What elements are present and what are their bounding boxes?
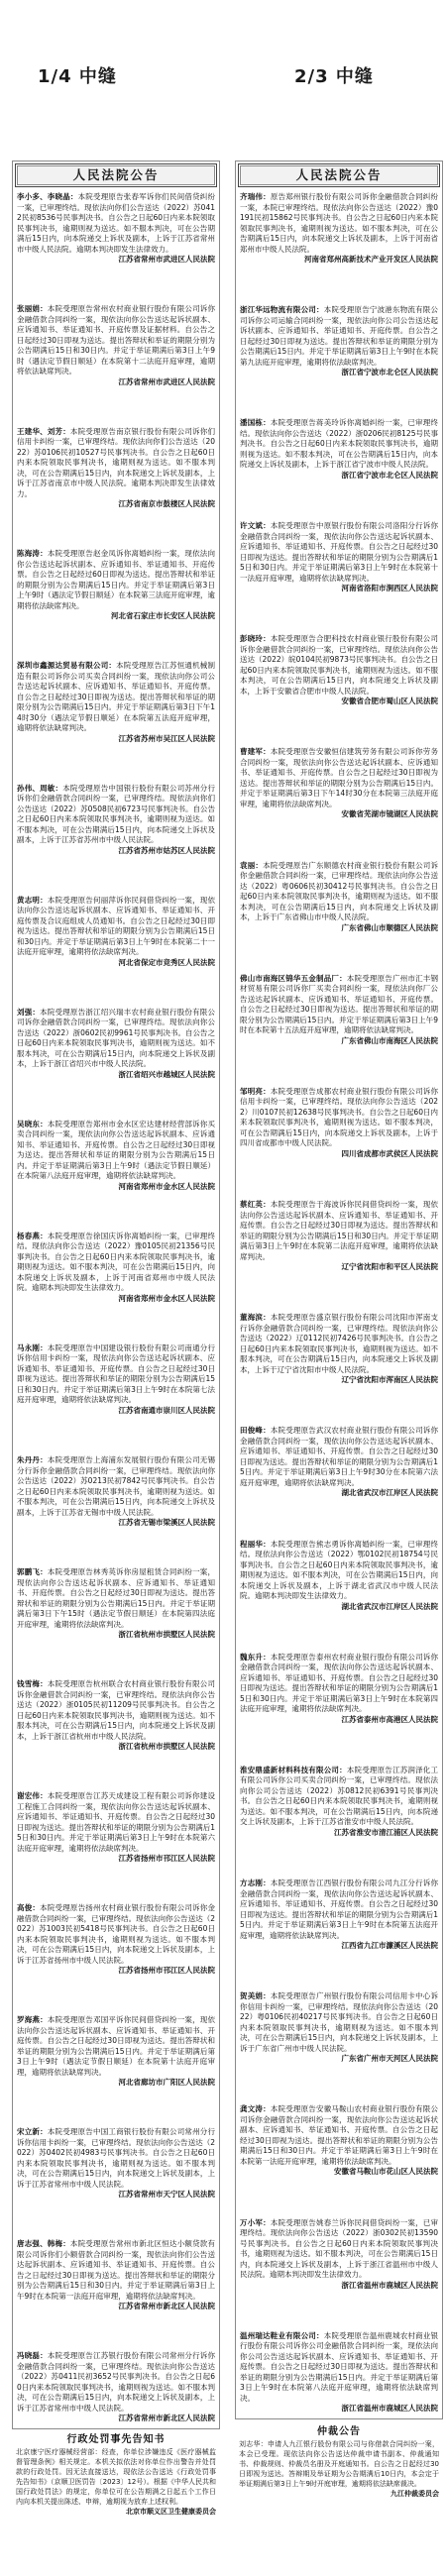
notice-text: 本院受理原告南京银行股份有限公司诉你们信用卡纠纷一案，已审理终结。现依法向你们公告送达（2022）苏0106民初10527号民事判决书。自公告之日起60日内来本院领取民事判决书，逾期则视为送达。如不服本判决，可在公告期满后15日内，向本院递交上诉状及副本，上诉于江苏省南京市中级人民法院。逾期本判决即发生法律效力。 xyxy=(17,426,216,498)
notice-party: 温州瑞达鞋业有限公司： xyxy=(240,2330,324,2340)
notice-party: 曹建军： xyxy=(240,747,271,757)
notice xyxy=(17,549,215,622)
left-column-title: 人民法院公告 xyxy=(15,163,217,187)
notice-body xyxy=(240,1200,438,1262)
notice-party: 许文斌： xyxy=(240,521,271,531)
notice-body xyxy=(240,1878,438,1941)
notice xyxy=(240,634,438,707)
notice-body xyxy=(240,974,438,1036)
notice-party: 唐志强、韩梅： xyxy=(17,2239,70,2249)
left-notice-list xyxy=(13,189,219,2428)
notice-text: 本院受理原告中国银行股份有限公司苏州分行诉你们金融借款合同纠纷一案，已审理终结。现依法向你们公告送达（2022）苏0508民初6723号民事判决书。自公告之日起60日内来本院领取民事判决书，逾期则视为送达。如不服本判决，可在公告期满后15日内，向本院递交上诉状及副本，上诉于江苏省苏州市中级人民法院。 xyxy=(17,783,216,845)
notice-party: 贺美娟： xyxy=(240,1991,271,2001)
notice xyxy=(17,304,215,387)
penalty-notice-text: 北京康宁医疗器械经营部：经查，你单位涉嫌违反《医疗器械监督管理条例》相关规定。本机关拟依法对你单位作出警告并处罚款的行政处罚。因无法直接送达，现依法公告送达《行政处罚事先告知书》（京顺卫医罚告〔2023〕12号）。根据《中华人民共和国行政处罚法》的规定，你单位可在公告期满之日起五个工作日内向本机关提出陈述、申辩，逾期视为放弃上述权利。 xyxy=(16,2448,216,2506)
notice-text: 本院受理原告熊志勇诉你离婚纠纷一案，已审理终结。现依法向你公告送达（2022）鄂0102民初18754号民事判决书。自公告之日起60日内来本院领取民事判决书，逾期则视为送达。如不服本判决，可在公告期满后15日内，向本院递交上诉状及副本，上诉于湖北省武汉市中级人民法院。逾期本判决即发生法律效力。 xyxy=(240,1539,439,1601)
notice-body xyxy=(240,1653,438,1715)
notice-text: 本院受理原告温州鹿城农村商业银行股份有限公司诉你公司金融借款合同纠纷一案，现依法向你公司公告送达起诉状副本、应诉通知书、举证通知书、开庭传票。自公告之日起经过30日即视为送达。提出答辩状和举证的期限分别为公告期满后15日内。并定于举证期满后第3日上午9时在本院第八法庭开庭审理，逾期将依法缺席判决。 xyxy=(240,2330,439,2403)
notice-court: 浙江省温州市鹿城区人民法院 xyxy=(341,2404,438,2414)
notice-court: 江苏省扬州市邗江区人民法院 xyxy=(118,1854,215,1864)
notice-court: 广东省广州市天河区人民法院 xyxy=(341,2054,438,2064)
notice-text: 本院受理原告浙江绍兴瑞丰农村商业银行股份有限公司诉你金融借款合同纠纷一案，已审理终结。现依法向你公告送达（2022）浙0602民初9961号民事判决书。自公告之日起60日内来本院领取民事判决书，逾期则视为送达。如不服本判决，可在公告期满后15日内，向本院递交上诉状及副本，上诉于浙江省绍兴市中级人民法院。 xyxy=(17,1007,216,1069)
notice-court: 河北省保定市竞秀区人民法院 xyxy=(118,957,215,967)
notice xyxy=(17,896,215,969)
notice-body xyxy=(240,1766,438,1828)
notice-text: 本院受理原告江苏恒通机械制造有限公司诉你公司买卖合同纠纷一案，现依法向你公司公告送达起诉状副本、应诉通知书、举证通知书、开庭传票。自公告之日起经过30日即视为送达。提出答辩状和举证的期限分别为公告期满后15日内。并定于举证期满后第3日下午14时30分（遇法定节假日顺延）在本院第五法庭开庭审理，逾期将依法缺席判决。 xyxy=(17,661,216,733)
notice-party: 程丽华： xyxy=(240,1539,271,1549)
notice-text: 本院受理原告成都农村商业银行股份有限公司诉你信用卡纠纷一案，已审理终结。现依法向你公告送达（2022）川0107民初12638号民事判决书。自公告之日起60日内来本院领取民事判决书，逾期则视为送达。如不服本判决，可在公告期满后15日内，向本院递交上诉状及副本，上诉于四川省成都市中级人民法院。 xyxy=(240,1086,439,1148)
notice-text: 本院受理原告武汉农村商业银行股份有限公司诉你金融借款合同纠纷一案，现依法向你公告送达起诉状副本、应诉通知书、举证通知书、开庭传票。自公告之日起经过30日即视为送达。提出答辩状和举证的期限分别为公告期满后15日内。并定于举证期满后第3日上午9时30分在本院第六法庭开庭审理，逾期将依法缺席判决。 xyxy=(240,1426,439,1487)
notice-court: 辽宁省沈阳市和平区人民法院 xyxy=(341,1262,438,1272)
notice-party: 刘强： xyxy=(17,1007,41,1017)
notice xyxy=(17,1120,215,1193)
notice-party: 杨春燕： xyxy=(17,1231,48,1240)
notice-body xyxy=(17,1008,215,1070)
notice-court: 安徽省马鞍山市花山区人民法院 xyxy=(334,2167,438,2177)
notice-body xyxy=(17,2351,215,2414)
notice-body xyxy=(17,1232,215,1294)
notice-party: 魏东升： xyxy=(240,1652,271,1662)
notice xyxy=(17,1679,215,1753)
notice-body xyxy=(240,1426,438,1488)
notice-text: 本院受理原告上海浦东发展银行股份有限公司无锡分行诉你金融借款合同纠纷一案，已审理终结。现依法向你公告送达（2022）苏0213民初7842号民事判决书。自公告之日起60日内来本院领取民事判决书，逾期则视为送达。如不服本判决，可在公告期满后15日内，向本院递交上诉状及副本，上诉于江苏省无锡市中级人民法院。 xyxy=(17,1455,216,1517)
notice-body xyxy=(17,2015,215,2078)
notice-court: 湖北省武汉市江岸区人民法院 xyxy=(341,1488,438,1498)
notice-court: 浙江省宁波市北仑区人民法院 xyxy=(341,470,438,480)
notice-court: 河南省洛阳市涧西区人民法院 xyxy=(341,584,438,593)
notice-text: 本院受理原告姚春兰诉你民间借贷纠纷一案，已审理终结。现依法向你公告送达（2022）浙0302民初13590号民事判决书。自公告之日起60日内来本院领取民事判决书，逾期则视为送达。如不服本判决，可在公告期满后15日内，向本院递交上诉状及副本，上诉于浙江省温州市中级人民法院。逾期本判决即发生法律效力。 xyxy=(240,2217,439,2280)
notice-court: 江苏省扬州市邗江区人民法院 xyxy=(118,1966,215,1976)
notice-party: 罗海燕： xyxy=(17,2015,48,2025)
notice-court: 安徽省芜湖市镜湖区人民法院 xyxy=(341,809,438,819)
notice-body xyxy=(17,304,215,377)
notice-body xyxy=(17,1455,215,1518)
notice-body xyxy=(17,1903,215,1966)
notice xyxy=(240,1766,438,1839)
notice-party: 蔡红英： xyxy=(240,1200,271,1210)
notice-text: 本院受理原告扬州农村商业银行股份有限公司诉你金融借款合同纠纷一案，已审理终结。现依法向你公告送达（2022）苏1003民初5418号民事判决书。自公告之日起60日内来本院领取民事判决书，逾期则视为送达。如不服本判决，可在公告期满后15日内，向本院递交上诉状及副本，上诉于江苏省扬州市中级人民法院。 xyxy=(17,1903,216,1965)
notice-party: 朱丹丹： xyxy=(17,1455,48,1465)
notice-party: 浙江华远物流有限公司： xyxy=(240,305,324,315)
notice-court: 河北省廊坊市广阳区人民法院 xyxy=(118,2078,215,2088)
notice-court: 江西省九江市濂溪区人民法院 xyxy=(341,1941,438,1951)
notice-body xyxy=(240,634,438,697)
notice xyxy=(17,1903,215,1977)
notice-court: 江苏省常州市天宁区人民法院 xyxy=(118,2190,215,2200)
notice-court: 河南省郑州高新技术产业开发区人民法院 xyxy=(304,255,438,264)
notice-text: 本院受理原告张春军诉你们民间借贷纠纷一案，已审理终结。现依法向你们公告送达（2022）苏0412民初8536号民事判决书。自公告之日起60日内来本院领取民事判决书，逾期则视为送达。如不服本判决，可在公告期满后15日内，向本院递交上诉状及副本，上诉于江苏省常州市中级人民法院。逾期本判决即发生法律效力。 xyxy=(17,192,216,254)
notice-party: 龚文涛： xyxy=(240,2104,271,2114)
notice xyxy=(17,2127,215,2200)
notice-body xyxy=(240,2331,438,2405)
notice-court: 江苏省南通市崇川区人民法院 xyxy=(118,1405,215,1415)
notice-court: 河南省郑州市金水区人民法院 xyxy=(118,1293,215,1303)
notice-text: 本院受理原告江西银行股份有限公司九江分行诉你金融借款合同纠纷一案，现依法向你公告送达起诉状副本、应诉通知书、举证通知书、开庭传票。自公告之日起经过30日即视为送达。提出答辩状和举证的期限分别为公告期满后15日内。并定于举证期满后第3日上午9时在本院第五法庭开庭审理，逾期将依法缺席判决。 xyxy=(240,1878,439,1940)
notice xyxy=(240,1426,438,1499)
notice-party: 张丽娟： xyxy=(17,304,48,314)
notice-text: 本院受理原告蒋美玲诉你离婚纠纷一案，已审理终结。现依法向你公告送达（2022）浙0206民初8125号民事判决书。自公告之日起60日内来本院领取民事判决书，逾期则视为送达。如不服本判决，可在公告期满后15日内，向本院递交上诉状及副本，上诉于浙江省宁波市中级人民法院。 xyxy=(240,418,439,470)
notice-court: 江苏省泰州市高港区人民法院 xyxy=(341,1714,438,1724)
notice-party: 马永刚： xyxy=(17,1342,48,1352)
notice-text: 本院受理原告江苏天成建设工程有限公司诉你建设工程施工合同纠纷一案，现依法向你公告送达起诉状副本、应诉通知书、举证通知书、开庭传票。自公告之日起经过30日即视为送达。提出答辩状和举证的期限分别为公告期满后15日和30日内。并定于举证期满后第3日上午9时在本院第六法庭开庭审理，逾期将依法缺席判决。 xyxy=(17,1791,216,1853)
notice-text: 本院受理原告广州市汇丰钢材贸易有限公司诉你厂买卖合同纠纷一案，现依法向你厂公告送达起诉状副本、应诉通知书、举证通知书、开庭传票。自公告之日起经过30日即视为送达。提出答辩状和举证的期限分别为公告期满后15日内。并定于举证期满后第3日上午9时在本院第十五法庭开庭审理，逾期将依法缺席判决。 xyxy=(240,973,439,1035)
notice-text: 本院受理原告于海波诉你民间借贷纠纷一案，现依法向你公告送达起诉状副本、应诉通知书、举证通知书、开庭传票。自公告之日起经过30日即视为送达。提出答辩状和举证的期限分别为公告期满后15日和30日内。并定于举证期满后第3日上午9时在本院第二法庭开庭审理，逾期将依法缺席判决。 xyxy=(240,1200,439,1261)
notice-court: 辽宁省沈阳市浑南区人民法院 xyxy=(341,1375,438,1385)
notice-body xyxy=(240,2104,438,2167)
notice xyxy=(240,1200,438,1273)
notice-party: 董海滨： xyxy=(240,1313,271,1323)
notice-party: 彭晓玲： xyxy=(240,634,271,644)
notice-body xyxy=(240,2218,438,2281)
notice-body xyxy=(240,1991,438,2054)
notice xyxy=(240,1653,438,1726)
notice xyxy=(17,1008,215,1081)
notice xyxy=(240,192,438,266)
notice-party: 佛山市南海区锦华五金制品厂： xyxy=(240,973,347,983)
notice-body xyxy=(17,2127,215,2190)
notice xyxy=(240,1878,438,1952)
right-column-title: 人民法院公告 xyxy=(238,163,440,187)
notice-text: 本院受理原告安徽马鞍山农村商业银行股份有限公司诉你金融借款合同纠纷一案，现依法向你公告送达起诉状副本、应诉通知书、举证通知书、开庭传票。自公告之日起经过30日即视为送达。提出答辩状和举证的期限分别为公告期满后15日和30日内。并定于举证期满后第3日上午9时在本院第一法庭开庭审理，逾期将依法缺席判决。 xyxy=(240,2104,439,2166)
notice xyxy=(240,1313,438,1386)
notice xyxy=(17,427,215,510)
notice-text: 本院受理原告安徽恒信建筑劳务有限公司诉你劳务合同纠纷一案，现依法向你公告送达起诉状副本、应诉通知书、举证通知书、开庭传票。自公告之日起经过30日即视为送达。提出答辩状和举证的期限分别为公告期满后15日内。并定于举证期满后第3日下午14时30分在本院第三法庭开庭审理，逾期将依法缺席判决。 xyxy=(240,747,439,808)
notice xyxy=(240,861,438,934)
notice-text: 本院受理原告常州市新北区恒达小额贷款有限公司诉你们小额借款合同纠纷一案，现依法向你们公告送达起诉状副本、应诉通知书、举证通知书、开庭传票。自公告之日起经过30日即视为送达。提出答辩状和举证的期限分别为公告期满后15日和30日内。并定于举证期满后第3日上午9时在本院第一法庭开庭审理，逾期将依法缺席判决。 xyxy=(17,2239,216,2301)
notice xyxy=(17,2239,215,2312)
notice-court: 浙江省杭州市拱墅区人民法院 xyxy=(118,1630,215,1640)
notice-court: 浙江省绍兴市越城区人民法院 xyxy=(118,1069,215,1079)
notice xyxy=(17,1343,215,1417)
notice xyxy=(17,1791,215,1865)
notice-body xyxy=(17,784,215,846)
notice xyxy=(240,1540,438,1613)
notice-text: 本院受理原告宁波港东物流有限公司诉你公司运输合同纠纷一案，现依法向你公司公告送达起诉状副本、应诉通知书、举证通知书、开庭传票。自公告之日起经过30日即视为送达。提出答辩状和举证的期限分别为公告期满后15日内。并定于举证期满后第3日上午9时在本院第九法庭开庭审理，逾期将依法缺席判决。 xyxy=(240,305,439,367)
notice-party: 冯晓磊： xyxy=(17,2351,48,2361)
notice-court: 江苏省常州市武进区人民法院 xyxy=(118,376,215,386)
notice-party: 田俊峰： xyxy=(240,1426,271,1436)
notice-court: 浙江省宁波市北仑区人民法院 xyxy=(341,368,438,377)
notice-body xyxy=(240,1087,438,1149)
notice-court: 浙江省杭州市拱墅区人民法院 xyxy=(118,1742,215,1752)
notice-party: 深圳市鑫源达贸易有限公司： xyxy=(17,661,117,671)
notice-text: 原告郑州银行股份有限公司诉你金融借款合同纠纷一案，本院已审理终结。现依法向你公告送达（2022）豫0191民初15862号民事判决书。自公告之日起60日内来本院领取民事判决书，逾期则视为送达。如不服本判决，可在公告期满后15日内，向本院递交上诉状及副本，上诉于河南省郑州市中级人民法院。 xyxy=(240,192,439,254)
notice-court: 江苏省常州市武进区人民法院 xyxy=(118,255,215,264)
notice-court: 江苏省常州市新北区人民法院 xyxy=(118,2414,215,2423)
arbitration-notice-title: 仲裁公告 xyxy=(317,2426,361,2437)
notice-text: 本院受理原告郑州市金水区宏达建材经营部诉你买卖合同纠纷一案，现依法向你公告送达起诉状副本、应诉通知书、举证通知书、开庭传票。自公告之日起经过30日即视为送达。提出答辩状和举证的期限分别为公告期满后15日内。并定于举证期满后第3日上午9时（遇法定节假日顺延）在本院第八法庭开庭审理，逾期将依法缺席判决。 xyxy=(17,1119,216,1181)
notice xyxy=(17,2015,215,2089)
arbitration-notice xyxy=(235,2425,443,2522)
notice-body xyxy=(17,2239,215,2302)
notice-text: 本院受理原告泰州农村商业银行股份有限公司诉你金融借款合同纠纷一案，现依法向你公告送达起诉状副本、应诉通知书、举证通知书、开庭传票。自公告之日起经过30日即视为送达。提出答辩状和举证的期限分别为公告期满后15日和30日内。并定于举证期满后第3日上午9时在本院第四法庭开庭审理，逾期将依法缺席判决。 xyxy=(240,1652,439,1714)
notice-body xyxy=(240,1540,438,1602)
notice-body xyxy=(240,521,438,584)
notice-party: 黄志明： xyxy=(17,895,48,905)
notice-body xyxy=(240,861,438,923)
notice-court: 江苏省无锡市梁溪区人民法院 xyxy=(118,1518,215,1528)
notice-text: 本院受理原告广州银行股份有限公司信用卡中心诉你信用卡纠纷一案，已审理终结。现依法向你公告送达（2022）粤0106民初40217号民事判决书。自公告之日起60日内来本院领取民事判决书，逾期则视为送达。如不服本判决，可在公告期满后15日内，向本院递交上诉状及副本，上诉于广东省广州市中级人民法院。 xyxy=(240,1991,439,2053)
notice-text: 本院受理原告江苏银行股份有限公司常州分行诉你金融借款合同纠纷一案，已审理终结。现依法向你公告送达（2022）苏0411民初3652号民事判决书。自公告之日起60日内来本院领取民事判决书，逾期则视为送达。如不服本判决，可在公告期满后15日内，向本院递交上诉状及副本，上诉于江苏省常州市中级人民法院。 xyxy=(17,2351,216,2413)
notice-body xyxy=(17,1679,215,1742)
notice-body xyxy=(240,418,438,471)
notice xyxy=(17,1232,215,1305)
notice-court: 四川省成都市武侯区人民法院 xyxy=(341,1148,438,1158)
arbitration-notice-signature: 九江仲裁委员会 xyxy=(390,2490,439,2498)
notice xyxy=(17,2351,215,2424)
notice-text: 本院受理原告常州农村商业银行股份有限公司诉你金融借款合同纠纷一案，现依法向你公告送达起诉状副本、应诉通知书、举证通知书、开庭传票及证据材料。自公告之日起经过30日即视为送达。提出答辩状和举证的期限分别为公告期满后15日和30日内。并定于举证期满后第3日上午9时（遇法定节假日顺延）在本院第十二法庭开庭审理，逾期将依法缺席判决。 xyxy=(17,304,216,376)
notice-text: 本院受理原告中原银行股份有限公司洛阳分行诉你金融借款合同纠纷一案，现依法向你公告送达起诉状副本、应诉通知书、举证通知书、开庭传票。自公告之日起经过30日即视为送达。提出答辩状和举证的期限分别为公告期满后15日和30日内。并定于举证期满后第3日上午9时在本院第十一法庭开庭审理，逾期将依法缺席判决。 xyxy=(240,521,439,583)
notice-court: 江苏省常州市新北区人民法院 xyxy=(118,2302,215,2311)
notice-court: 广东省佛山市顺德区人民法院 xyxy=(341,922,438,932)
notice-text: 本院受理原告广东顺德农村商业银行股份有限公司诉你金融借款合同纠纷一案，已审理终结。现依法向你公告送达（2022）粤0606民初30412号民事判决书。自公告之日起60日内来本院领取民事判决书，逾期则视为送达。如不服本判决，可在公告期满后15日内，向本院递交上诉状及副本，上诉于广东省佛山市中级人民法院。 xyxy=(240,860,439,922)
notice-text: 本院受理原告合肥科技农村商业银行股份有限公司诉你金融借款合同纠纷一案，已审理终结。现依法向你公告送达（2022）皖0104民初9873号民事判决书。自公告之日起60日内来本院领取民事判决书，逾期则视为送达。如不服本判决，可在公告期满后15日内，向本院递交上诉状及副本，上诉于安徽省合肥市中级人民法院。 xyxy=(240,634,439,696)
administrative-penalty-notice xyxy=(12,2433,220,2572)
notice xyxy=(240,2104,438,2178)
notice-court: 河南省郑州市金水区人民法院 xyxy=(118,1181,215,1191)
notice xyxy=(240,418,438,481)
notice-party: 方志刚： xyxy=(240,1878,271,1888)
notice-party: 吴晓东： xyxy=(17,1119,48,1128)
notice-body xyxy=(17,1120,215,1182)
notice xyxy=(240,1991,438,2065)
notice-party: 李小多、李晓晶： xyxy=(17,192,78,201)
notice-court: 江苏省南京市鼓楼区人民法院 xyxy=(118,499,215,509)
notice-body xyxy=(17,661,215,734)
notice-party: 谢宏伟： xyxy=(17,1791,48,1801)
notice-text: 本院受理原告盛京银行股份有限公司沈阳市浑南支行诉你金融借款合同纠纷一案，已审理终结。现依法向你公告送达（2022）辽0112民初7426号民事判决书。自公告之日起60日内来本院领取民事判决书，逾期则视为送达。如不服本判决，可在公告期满后15日内，向本院递交上诉状及副本，上诉于辽宁省沈阳市中级人民法院。 xyxy=(240,1313,439,1374)
arbitration-notice-text: 刘志华：申请人九江银行股份有限公司与你借款合同纠纷一案，本会已受理。现依法向你公告送达仲裁申请书副本、仲裁通知书、仲裁规则、仲裁员名册及开庭通知书。自公告之日起经过30日即视为送达。答辩期及举证期为公告期满后10日内，本会定于举证期满后第3日上午9时开庭审理，逾期将依法缺席裁决。 xyxy=(239,2440,439,2488)
notice-court: 江苏省淮安市清江浦区人民法院 xyxy=(334,1827,438,1837)
notice-text: 本院受理原告江苏润泽化工有限公司诉你公司买卖合同纠纷一案，已审理终结。现依法向你公司公告送达（2022）苏0812民初6391号民事判决书。自公告之日起60日内来本院领取民事判决书，逾期则视为送达。如不服本判决，可在公告期满后15日内，向本院递交上诉状及副本，上诉于江苏省淮安市中级人民法院。 xyxy=(240,1765,439,1827)
notice-body xyxy=(17,1791,215,1854)
notice-party: 淮安鼎盛新材料科技有限公司： xyxy=(240,1765,347,1774)
notice-party: 邹明亮： xyxy=(240,1086,271,1096)
notice-body xyxy=(17,549,215,611)
notice-body xyxy=(17,1567,215,1630)
penalty-notice-title: 行政处罚事先告知书 xyxy=(66,2434,166,2445)
notice-body xyxy=(17,427,215,500)
notice-court: 安徽省合肥市蜀山区人民法院 xyxy=(341,697,438,706)
notice-party: 钱雪梅： xyxy=(17,1679,48,1689)
notice-text: 本院受理原告何丽萍诉你民间借贷纠纷一案，现依法向你公告送达起诉状副本、应诉通知书、举证通知书、开庭传票及合议庭组成人员通知书。自公告之日起经过30日即视为送达。提出答辩状和举证的期限分别为公告期满后15日和30日内。并定于举证期满后第3日上午9时在本院第二十一法庭开庭审理，逾期将依法缺席判决。 xyxy=(17,895,216,957)
notice-body xyxy=(17,1343,215,1406)
notice xyxy=(17,1567,215,1641)
notice-court: 江苏省苏州市吴江区人民法院 xyxy=(118,733,215,743)
right-page-label: 2/3 中缝 xyxy=(294,66,374,87)
notice-body xyxy=(240,192,438,255)
notice-text: 本院受理原告赵金凤诉你离婚纠纷一案，现依法向你公告送达起诉状副本、应诉通知书、举证通知书、开庭传票。自公告之日起经过60日即视为送达。提出答辩状和举证的期限分别为公告期满后15日内。并定于举证期满后第3日上午9时（遇法定节假日顺延）在本院第三法庭开庭审理，逾期将依法缺席判决。 xyxy=(17,549,216,610)
notice-court: 浙江省温州市鹿城区人民法院 xyxy=(341,2280,438,2290)
notice xyxy=(17,661,215,744)
notice-text: 本院受理原告林秀英诉你房屋租赁合同纠纷一案，现依法向你公告送达起诉状副本、应诉通知书、举证通知书、开庭传票。自公告之日起经过30日即视为送达。提出答辩状和举证的期限分别为公告期满后15日内。并定于举证期满后第3日下午15时（遇法定节假日顺延）在本院第四法庭开庭审理，逾期将依法缺席判决。 xyxy=(17,1567,216,1629)
notice xyxy=(240,747,438,820)
notice xyxy=(240,974,438,1047)
notice xyxy=(17,1455,215,1529)
notice-court: 江苏省苏州市姑苏区人民法院 xyxy=(118,845,215,855)
notice-body xyxy=(240,305,438,368)
notice-body xyxy=(17,896,215,958)
notice-party: 郭鹏飞： xyxy=(17,1567,48,1577)
notice-party: 高俊： xyxy=(17,1903,41,1913)
notice-party: 万小军： xyxy=(240,2217,271,2227)
notice-party: 潘国栋： xyxy=(240,418,271,428)
notice-text: 本院受理原告邓国平诉你民间借贷纠纷一案，现依法向你公告送达起诉状副本、应诉通知书、举证通知书、开庭传票。自公告之日起经过30日即视为送达。提出答辩状和举证的期限分别为公告期满后15日内。并定于举证期满后第3日上午9时（遇法定节假日顺延）在本院第十法庭开庭审理，逾期将依法缺席判决。 xyxy=(17,2015,216,2077)
notice-party: 齐瑞伟： xyxy=(240,192,271,201)
notice xyxy=(17,192,215,266)
notice xyxy=(240,305,438,378)
notice-text: 本院受理原告杭州联合农村商业银行股份有限公司诉你金融借款合同纠纷一案，已审理终结。现依法向你公告送达（2022）浙0105民初11209号民事判决书。自公告之日起60日内来本院领取民事判决书，逾期则视为送达。如不服本判决，可在公告期满后15日内，向本院递交上诉状及副本，上诉于浙江省杭州市中级人民法院。 xyxy=(17,1679,216,1741)
notice xyxy=(240,2218,438,2292)
left-page-label: 1/4 中缝 xyxy=(38,66,117,87)
notice-party: 孙伟、周敏： xyxy=(17,783,63,793)
notice xyxy=(17,784,215,857)
notice xyxy=(240,2331,438,2415)
notice-party: 陈海涛： xyxy=(17,549,48,559)
right-notice-list xyxy=(236,189,442,2418)
penalty-notice-signature: 北京市顺义区卫生健康委员会 xyxy=(126,2508,216,2516)
notice-court: 湖北省武汉市江岸区人民法院 xyxy=(341,1601,438,1611)
notice-party: 宋立新： xyxy=(17,2127,48,2137)
notice xyxy=(240,1087,438,1160)
notice-party: 袁丽： xyxy=(240,860,264,870)
notice-party: 王建华、刘芳： xyxy=(17,426,70,436)
notice xyxy=(240,521,438,594)
notice-body xyxy=(240,1313,438,1375)
notice-text: 本院受理原告徐国庆诉你离婚纠纷一案，已审理终结。现依法向你公告送达（2022）豫0105民初21356号民事判决书。自公告之日起60日内来本院领取民事判决书，逾期则视为送达。如不服本判决，可在公告期满后15日内，向本院递交上诉状及副本，上诉于河南省郑州市中级人民法院。逾期本判决即发生法律效力。 xyxy=(17,1231,216,1293)
notice-court: 河北省石家庄市长安区人民法院 xyxy=(111,611,215,621)
notice-text: 本院受理原告中国建设银行股份有限公司南通分行诉你信用卡纠纷一案，现依法向你公告送达起诉状副本、应诉通知书、举证通知书、开庭传票。自公告之日起经过30日即视为送达。提出答辩状和举证的期限分别为公告期满后15日和30日内。并定于举证期满后第3日上午9时在本院第七法庭开庭审理，逾期将依法缺席判决。 xyxy=(17,1342,216,1405)
notice-court: 广东省佛山市南海区人民法院 xyxy=(341,1035,438,1045)
notice-body xyxy=(240,747,438,809)
left-announcement-column xyxy=(12,161,220,2429)
notice-text: 本院受理原告中国工商银行股份有限公司常州分行诉你信用卡纠纷一案，已审理终结。现依法向你公告送达（2022）苏0402民初4983号民事判决书。自公告之日起60日内来本院领取民事判决书，逾期则视为送达。如不服本判决，可在公告期满后15日内，向本院递交上诉状及副本，上诉于江苏省常州市中级人民法院。 xyxy=(17,2127,216,2189)
notice-body xyxy=(17,192,215,255)
right-announcement-column xyxy=(235,161,443,2419)
